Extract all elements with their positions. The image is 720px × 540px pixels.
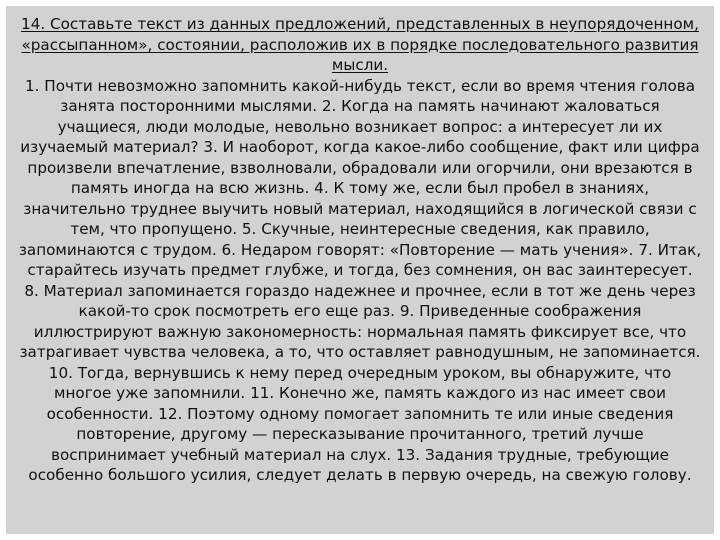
slide-background [6, 6, 714, 534]
exercise-heading: 14. Составьте текст из данных предложений, представленных в неупорядоченном, «рассыпанном», состоянии, расположив их в порядке последовательного развития мысли. [21, 15, 699, 74]
document-body [18, 14, 702, 486]
exercise-text: 1. Почти невозможно запомнить какой-нибудь текст, если во время чтения голова занята посторонними мыслями. 2. Когда на память начинают жаловаться учащиеся, люди молодые, невольно возникает вопрос: а интересует ли их изучаемый материал? 3. И наоборот, когда какое-либо сообщение, факт или цифра произвели впечатление, взволновали, обрадовали или огорчили, они врезаются в память иногда на всю жизнь. 4. К тому же, если был пробел в знаниях, значительно труднее выучить новый материал, находящийся в логической связи с тем, что пропущено. 5. Скучные, неинтересные сведения, как правило, запоминаются с трудом. 6. Недаром говорят: «Повторение — мать учения». 7. Итак, старайтесь изучать предмет глубже, и тогда, без сомнения, он вас заинтересует. 8. Материал запоминается гораздо надежнее и прочнее, если в тот же день через какой-то срок посмотреть его еще раз. 9. Приведенные соображения иллюстрируют важную закономерность: нормальная память фиксирует все, что затрагивает чувства человека, а то, что оставляет равнодушным, не запоминается. 10. Тогда, вернувшись к нему перед очередным уроком, вы обнаружите, что многое уже запомнили. 11. Конечно же, память каждого из нас имеет свои особенности. 12. Поэтому одному помогает запомнить те или иные сведения повторение, другому — пересказывание прочитанного, третий лучше воспринимает учебный материал на слух. 13. Задания трудные, требующие особенно большого усилия, следует делать в первую очередь, на свежую голову. [18, 76, 702, 484]
